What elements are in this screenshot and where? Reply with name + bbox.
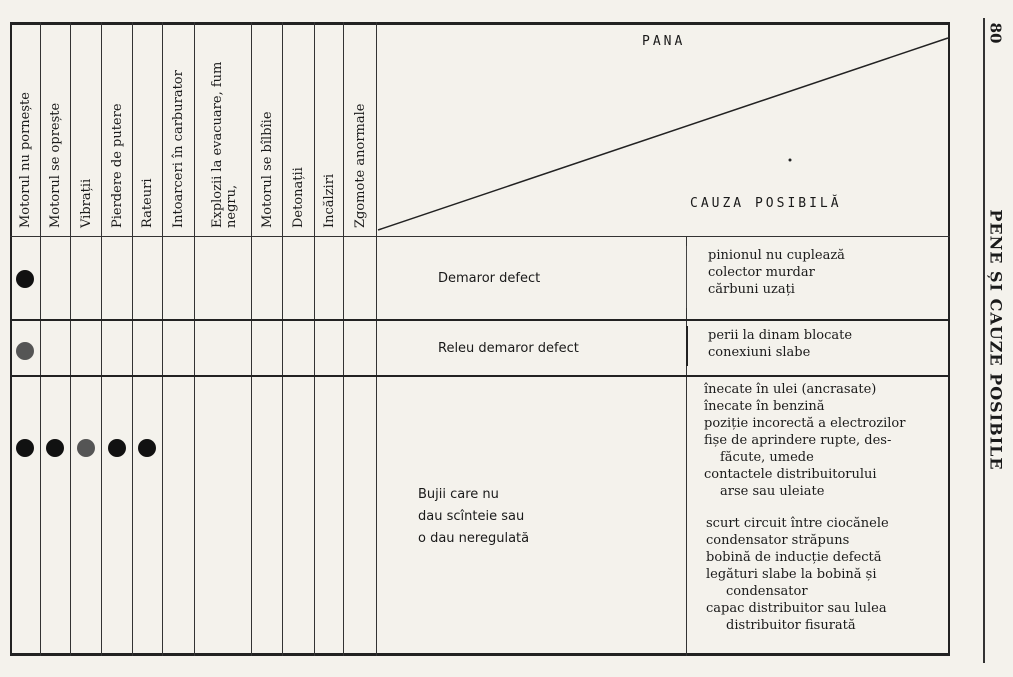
brace bbox=[686, 246, 687, 308]
margin-rule bbox=[983, 18, 985, 663]
diagonal-header-rule bbox=[376, 24, 950, 236]
fault-name: Demaror defect bbox=[438, 271, 541, 286]
symptom-header: Motorul se oprește bbox=[48, 102, 63, 228]
row-rule bbox=[10, 319, 950, 321]
cause-list: scurt circuit între ciocănele condensator străpuns bobină de inducție defectă legături slabe la bobină și condensator capac distribuitor sau lulea distribuitor fisurată bbox=[706, 516, 889, 633]
symptom-dot bbox=[16, 270, 34, 288]
row-rule bbox=[10, 375, 950, 377]
symptom-header: Zgomote anormale bbox=[352, 103, 368, 228]
cause-list: înecate în ulei (ancrasate) înecate în benzină poziție incorectă a electrozilor fișe de aprindere rupte, des- făcute, umede contactele distribuitorului arse sau uleiate bbox=[704, 382, 906, 499]
symptom-header: Intoarceri în carburator bbox=[171, 70, 186, 228]
symptom-dot bbox=[77, 439, 95, 457]
fault-name: Bujii care nu dau scînteie sau o dau neregulată bbox=[418, 487, 530, 546]
symptom-header: Motorul se bîlbîie bbox=[259, 111, 275, 228]
symptom-header: Explozii la evacuare, fum negru, bbox=[209, 61, 239, 228]
symptom-header: Pierdere de putere bbox=[109, 103, 125, 228]
cause-list: pinionul nu cuplează colector murdar cărbuni uzați bbox=[708, 248, 845, 297]
page-number: 80 bbox=[986, 22, 1005, 44]
symptom-header: Motorul nu pornește bbox=[18, 92, 33, 228]
symptom-header: Rateuri bbox=[140, 178, 155, 228]
fault-column-label: PANA bbox=[642, 34, 686, 49]
cause-list: perii la dinam blocate conexiuni slabe bbox=[708, 328, 853, 360]
symptom-dot bbox=[138, 439, 156, 457]
symptom-dot bbox=[108, 439, 126, 457]
symptom-header: Vibrații bbox=[78, 178, 94, 228]
symptom-header: Detonații bbox=[291, 167, 306, 228]
fault-name: Releu demaror defect bbox=[438, 341, 579, 356]
header-rule bbox=[10, 236, 950, 237]
symptom-dot bbox=[16, 342, 34, 360]
symptom-dot bbox=[46, 439, 64, 457]
section-title: PENE ȘI CAUZE POSIBILE bbox=[986, 209, 1006, 471]
brace bbox=[686, 326, 688, 366]
cause-column-label: CAUZA POSIBILĂ bbox=[690, 196, 842, 211]
symptom-header: Incălziri bbox=[321, 173, 337, 228]
symptom-dot bbox=[16, 439, 34, 457]
